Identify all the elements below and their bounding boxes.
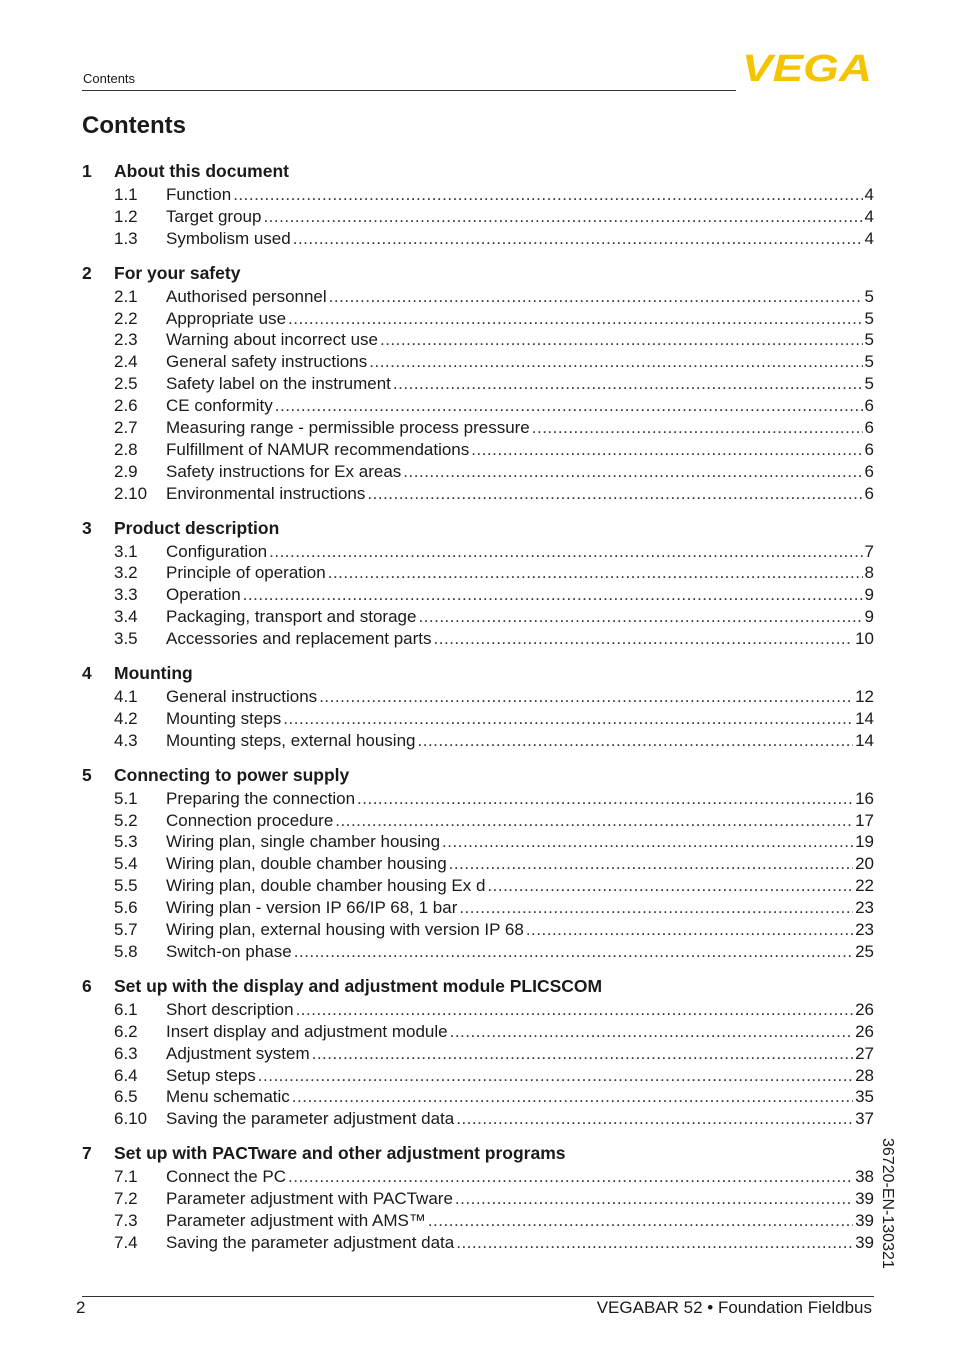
toc-entry[interactable] — [82, 541, 874, 563]
dot-leader — [319, 686, 853, 708]
dot-leader — [442, 831, 853, 853]
section-title: About this document — [114, 161, 289, 181]
entry-title: Measuring range - permissible process pressure — [166, 418, 530, 438]
toc-entry[interactable] — [82, 184, 874, 206]
entry-title: Safety instructions for Ex areas — [166, 461, 402, 481]
entry-title: Configuration — [166, 541, 268, 561]
dot-leader — [263, 206, 862, 228]
entry-page-number: 12 — [855, 687, 874, 707]
entry-number: 6.5 — [114, 1087, 138, 1107]
entry-page-number: 27 — [855, 1043, 874, 1063]
entry-title: Mounting steps, external housing — [166, 730, 416, 750]
section-number: 4 — [82, 663, 92, 684]
toc-entry[interactable] — [82, 628, 874, 650]
entry-number: 2.1 — [114, 286, 138, 306]
entry-title: Mounting steps — [166, 708, 282, 728]
dot-leader — [293, 228, 863, 250]
entry-page-number: 35 — [855, 1087, 874, 1107]
dot-leader — [471, 439, 862, 461]
entry-page-number: 10 — [855, 629, 874, 649]
dot-leader — [294, 941, 853, 963]
section-title: Set up with the display and adjustment module PLICSCOM — [114, 975, 603, 996]
dot-leader — [288, 308, 863, 330]
entry-number: 7.4 — [114, 1232, 138, 1252]
toc-entry[interactable] — [82, 831, 874, 853]
footer-divider — [82, 1296, 874, 1297]
dot-leader — [292, 1086, 853, 1108]
toc-entry[interactable] — [82, 351, 874, 373]
dot-leader — [403, 461, 862, 483]
entry-page-number: 6 — [864, 461, 874, 481]
toc-entry[interactable] — [82, 1232, 874, 1254]
entry-title: Insert display and adjustment module — [166, 1021, 448, 1041]
entry-number: 6.2 — [114, 1021, 138, 1041]
dot-leader — [288, 1166, 853, 1188]
vega-logo — [742, 52, 872, 84]
entry-title: Connect the PC — [166, 1167, 287, 1187]
toc-section-heading[interactable] — [82, 764, 874, 786]
entry-page-number: 8 — [864, 563, 874, 583]
toc-entry[interactable] — [82, 788, 874, 810]
entry-title: Appropriate use — [166, 308, 287, 328]
entry-page-number: 7 — [864, 541, 874, 561]
entry-page-number: 4 — [864, 228, 874, 248]
toc-section-heading[interactable] — [82, 662, 874, 684]
entry-page-number: 22 — [855, 876, 874, 896]
entry-title: Target group — [166, 206, 262, 226]
dot-leader — [296, 999, 854, 1021]
dot-leader — [369, 351, 862, 373]
entry-number: 2.2 — [114, 308, 138, 328]
entry-number: 7.2 — [114, 1189, 138, 1209]
toc-entry[interactable] — [82, 562, 874, 584]
entry-title: Menu schematic — [166, 1087, 290, 1107]
section-number: 1 — [82, 161, 92, 181]
entry-page-number: 6 — [864, 483, 874, 503]
toc-entry[interactable] — [82, 329, 874, 351]
entry-page-number: 25 — [855, 941, 874, 961]
entry-title: Wiring plan, double chamber housing — [166, 854, 447, 874]
toc-section — [82, 262, 874, 505]
dot-leader — [450, 1021, 853, 1043]
entry-page-number: 37 — [855, 1109, 874, 1129]
dot-leader — [258, 1065, 853, 1087]
entry-number: 2.3 — [114, 330, 138, 350]
toc-entry[interactable] — [82, 584, 874, 606]
toc-entry[interactable] — [82, 206, 874, 228]
entry-title: General instructions — [166, 687, 318, 707]
entry-title: Connection procedure — [166, 810, 334, 830]
entry-number: 7.1 — [114, 1167, 138, 1187]
dot-leader — [459, 897, 853, 919]
section-number: 3 — [82, 517, 92, 538]
entry-number: 1.2 — [114, 206, 138, 226]
entry-page-number: 16 — [855, 788, 874, 808]
entry-page-number: 14 — [855, 708, 874, 728]
document-code: 36720-EN-130321 — [879, 1138, 896, 1269]
entry-number: 5.1 — [114, 788, 138, 808]
toc-entry[interactable] — [82, 373, 874, 395]
entry-number: 1.1 — [114, 185, 138, 204]
dot-leader — [329, 286, 863, 308]
entry-number: 2.9 — [114, 461, 138, 481]
entry-page-number: 5 — [864, 330, 874, 350]
entry-title: Principle of operation — [166, 563, 326, 583]
entry-page-number: 38 — [855, 1167, 874, 1187]
dot-leader — [269, 541, 862, 563]
entry-page-number: 6 — [864, 418, 874, 438]
entry-page-number: 5 — [864, 374, 874, 394]
toc-entry[interactable] — [82, 461, 874, 483]
entry-page-number: 17 — [855, 810, 874, 830]
toc-entry[interactable] — [82, 395, 874, 417]
entry-title: Parameter adjustment with AMS™ — [166, 1210, 426, 1230]
entry-number: 5.3 — [114, 832, 138, 852]
entry-number: 5.7 — [114, 920, 138, 940]
toc-section-heading[interactable] — [82, 975, 874, 997]
page-title: Contents — [82, 112, 186, 139]
section-title: Mounting — [114, 663, 193, 684]
entry-number: 4.2 — [114, 708, 138, 728]
toc-entry[interactable] — [82, 228, 874, 250]
dot-leader — [532, 417, 863, 439]
entry-page-number: 4 — [864, 206, 874, 226]
entry-title: Symbolism used — [166, 228, 291, 248]
toc-entry[interactable] — [82, 606, 874, 628]
entry-page-number: 23 — [855, 898, 874, 918]
toc-section — [82, 975, 874, 1130]
toc-entry[interactable] — [82, 686, 874, 708]
toc-entry[interactable] — [82, 853, 874, 875]
dot-leader — [275, 395, 863, 417]
entry-number: 2.8 — [114, 439, 138, 459]
section-title: Set up with PACTware and other adjustment programs — [114, 1143, 566, 1164]
entry-title: Authorised personnel — [166, 286, 327, 306]
entry-page-number: 5 — [864, 286, 874, 306]
toc-entry[interactable] — [82, 708, 874, 730]
toc-section — [82, 764, 874, 963]
entry-page-number: 26 — [855, 999, 874, 1019]
entry-page-number: 26 — [855, 1021, 874, 1041]
entry-page-number: 20 — [855, 854, 874, 874]
entry-title: Fulfillment of NAMUR recommendations — [166, 439, 470, 459]
entry-title: General safety instructions — [166, 352, 368, 372]
entry-title: Switch-on phase — [166, 941, 292, 961]
entry-title: Short description — [166, 999, 294, 1019]
entry-page-number: 14 — [855, 730, 874, 750]
entry-page-number: 39 — [855, 1189, 874, 1209]
dot-leader — [312, 1043, 853, 1065]
header-divider — [82, 90, 736, 91]
entry-title: Accessories and replacement parts — [166, 629, 432, 649]
entry-title: Wiring plan, single chamber housing — [166, 832, 441, 852]
toc-entry[interactable] — [82, 897, 874, 919]
entry-number: 4.1 — [114, 687, 138, 707]
dot-leader — [456, 1232, 853, 1254]
entry-title: Saving the parameter adjustment data — [166, 1232, 455, 1252]
entry-title: Packaging, transport and storage — [166, 607, 417, 627]
entry-number: 2.6 — [114, 396, 138, 416]
section-title: Product description — [114, 517, 280, 538]
entry-page-number: 9 — [864, 607, 874, 627]
entry-title: Setup steps — [166, 1065, 256, 1085]
entry-title: Operation — [166, 585, 241, 605]
entry-title: Adjustment system — [166, 1043, 310, 1063]
dot-leader — [456, 1108, 853, 1130]
entry-page-number: 9 — [864, 585, 874, 605]
entry-number: 1.3 — [114, 228, 138, 248]
entry-title: Wiring plan - version IP 66/IP 68, 1 bar — [166, 898, 458, 918]
dot-leader — [487, 875, 853, 897]
dot-leader — [434, 628, 854, 650]
toc-entry[interactable] — [82, 1210, 874, 1232]
dot-leader — [233, 184, 862, 206]
entry-title: Environmental instructions — [166, 483, 366, 503]
entry-title: Safety label on the instrument — [166, 374, 391, 394]
dot-leader — [335, 810, 853, 832]
entry-title: Preparing the connection — [166, 788, 356, 808]
entry-page-number: 28 — [855, 1065, 874, 1085]
toc-entry[interactable] — [82, 941, 874, 963]
entry-page-number: 4 — [864, 185, 874, 204]
toc-section — [82, 160, 874, 250]
entry-page-number: 23 — [855, 920, 874, 940]
toc-entry[interactable] — [82, 1166, 874, 1188]
entry-number: 6.3 — [114, 1043, 138, 1063]
toc-entry[interactable] — [82, 1021, 874, 1043]
dot-leader — [449, 853, 853, 875]
dot-leader — [418, 730, 854, 752]
dot-leader — [243, 584, 863, 606]
entry-number: 2.4 — [114, 352, 138, 372]
dot-leader — [380, 329, 863, 351]
toc-section-heading[interactable] — [82, 160, 874, 182]
entry-number: 5.8 — [114, 941, 138, 961]
entry-number: 3.1 — [114, 541, 138, 561]
dot-leader — [526, 919, 853, 941]
entry-page-number: 39 — [855, 1210, 874, 1230]
entry-page-number: 5 — [864, 352, 874, 372]
entry-title: CE conformity — [166, 396, 273, 416]
section-number: 6 — [82, 975, 92, 996]
dot-leader — [367, 483, 862, 505]
dot-leader — [418, 606, 862, 628]
dot-leader — [283, 708, 853, 730]
entry-number: 5.2 — [114, 810, 138, 830]
entry-page-number: 39 — [855, 1232, 874, 1252]
entry-number: 5.5 — [114, 876, 138, 896]
dot-leader — [455, 1188, 853, 1210]
entry-number: 2.7 — [114, 418, 138, 438]
toc-entry[interactable] — [82, 1188, 874, 1210]
toc-entry[interactable] — [82, 875, 874, 897]
toc-entry[interactable] — [82, 730, 874, 752]
entry-title: Wiring plan, external housing with version IP 68 — [166, 920, 524, 940]
entry-title: Warning about incorrect use — [166, 330, 378, 350]
toc-entry[interactable] — [82, 1086, 874, 1108]
entry-number: 2.5 — [114, 374, 138, 394]
section-number: 7 — [82, 1143, 92, 1164]
entry-title: Function — [166, 185, 232, 204]
toc-entry[interactable] — [82, 999, 874, 1021]
section-title: Connecting to power supply — [114, 764, 350, 785]
entry-page-number: 5 — [864, 308, 874, 328]
toc-section-heading[interactable] — [82, 517, 874, 539]
section-number: 2 — [82, 262, 92, 283]
section-title: For your safety — [114, 262, 241, 283]
entry-number: 4.3 — [114, 730, 138, 750]
toc-entry[interactable] — [82, 919, 874, 941]
entry-page-number: 19 — [855, 832, 874, 852]
toc-entry[interactable] — [82, 308, 874, 330]
dot-leader — [428, 1210, 853, 1232]
footer-page-number: 2 — [76, 1298, 86, 1317]
toc-entry[interactable] — [82, 417, 874, 439]
toc-entry[interactable] — [82, 1108, 874, 1130]
entry-number: 5.4 — [114, 854, 138, 874]
entry-number: 3.2 — [114, 563, 138, 583]
section-number: 5 — [82, 764, 92, 785]
table-of-contents — [82, 160, 874, 1266]
entry-number: 6.10 — [114, 1109, 148, 1129]
toc-entry[interactable] — [82, 439, 874, 461]
dot-leader — [328, 562, 863, 584]
entry-number: 6.1 — [114, 999, 138, 1019]
running-header: Contents — [83, 71, 136, 86]
footer-document-title: VEGABAR 52 • Foundation Fieldbus — [596, 1298, 872, 1317]
entry-number: 2.10 — [114, 483, 148, 503]
entry-number: 3.5 — [114, 629, 138, 649]
entry-title: Wiring plan, double chamber housing Ex d — [166, 876, 486, 896]
entry-number: 5.6 — [114, 898, 138, 918]
entry-title: Saving the parameter adjustment data — [166, 1109, 455, 1129]
toc-entry[interactable] — [82, 1065, 874, 1087]
toc-entry[interactable] — [82, 483, 874, 505]
entry-title: Parameter adjustment with PACTware — [166, 1189, 453, 1209]
toc-section-heading[interactable] — [82, 1142, 874, 1164]
entry-page-number: 6 — [864, 439, 874, 459]
entry-number: 3.4 — [114, 607, 138, 627]
toc-section-heading[interactable] — [82, 262, 874, 284]
dot-leader — [393, 373, 863, 395]
toc-entry[interactable] — [82, 810, 874, 832]
toc-section — [82, 662, 874, 752]
entry-page-number: 6 — [864, 396, 874, 416]
toc-section — [82, 517, 874, 650]
entry-number: 7.3 — [114, 1210, 138, 1230]
toc-entry[interactable] — [82, 286, 874, 308]
toc-section — [82, 1142, 874, 1254]
vega-logo-text: VEGA — [742, 52, 872, 84]
entry-number: 6.4 — [114, 1065, 138, 1085]
entry-number: 3.3 — [114, 585, 138, 605]
toc-entry[interactable] — [82, 1043, 874, 1065]
dot-leader — [357, 788, 853, 810]
